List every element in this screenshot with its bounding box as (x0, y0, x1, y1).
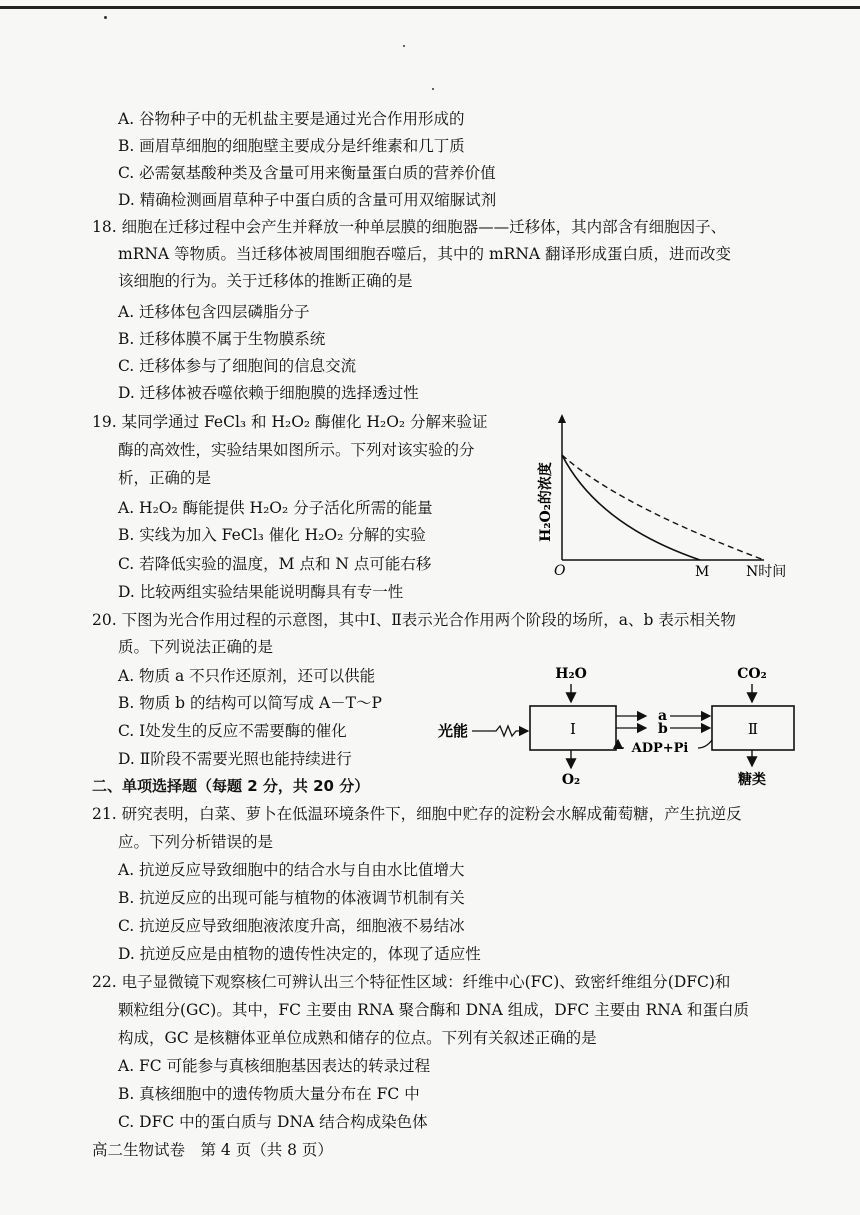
q20-option-c: C. Ⅰ处发生的反应不需要酶的催化 (118, 722, 347, 740)
y-axis-arrow (558, 414, 566, 423)
q22-option-c: C. DFC 中的蛋白质与 DNA 结合构成染色体 (118, 1113, 428, 1131)
sugar-label: 糖类 (738, 772, 766, 788)
q21-option-a: A. 抗逆反应导致细胞中的结合水与自由水比值增大 (118, 861, 465, 879)
q22-option-a: A. FC 可能参与真核细胞基因表达的转录过程 (118, 1057, 431, 1075)
q17-option-d: D. 精确检测画眉草种子中蛋白质的含量可用双缩脲试剂 (118, 191, 497, 209)
speck (104, 16, 107, 19)
q19-stem-line-3: 析，正确的是 (118, 469, 212, 487)
speck (403, 45, 405, 47)
dashed-curve (562, 455, 764, 560)
q21-option-b: B. 抗逆反应的出现可能与植物的体液调节机制有关 (118, 889, 465, 907)
q20-option-a: A. 物质 a 不只作还原剂，还可以供能 (118, 667, 376, 685)
q21-stem-line-1: 21. 研究表明，白菜、萝卜在低温环境条件下，细胞中贮存的淀粉会水解成葡萄糖，产生抗逆反 (92, 805, 742, 823)
q19-stem-line-1: 19. 某同学通过 FeCl₃ 和 H₂O₂ 酶催化 H₂O₂ 分解来验证 (92, 413, 488, 431)
q19-option-c: C. 若降低实验的温度，M 点和 N 点可能右移 (118, 555, 432, 573)
o2-label: O₂ (561, 772, 581, 788)
a-label: a (658, 708, 668, 724)
q18-stem-line-1: 18. 细胞在迁移过程中会产生并释放一种单层膜的细胞器——迁移体，其内部含有细胞因子、 (92, 218, 727, 236)
q20-stem-line-2: 质。下列说法正确的是 (118, 638, 274, 656)
b-label: b (658, 721, 668, 737)
q20-photosynthesis-diagram (430, 660, 810, 790)
q18-option-d: D. 迁移体被吞噬依赖于细胞膜的选择透过性 (118, 384, 419, 402)
q19-option-d: D. 比较两组实验结果能说明酶具有专一性 (118, 583, 404, 601)
stage-2-label: Ⅱ (747, 720, 759, 738)
q17-option-c: C. 必需氨基酸种类及含量可用来衡量蛋白质的营养价值 (118, 164, 496, 182)
light-label: 光能 (438, 722, 469, 740)
q18-option-b: B. 迁移体膜不属于生物膜系统 (118, 330, 326, 348)
q22-stem-line-2: 颗粒组分(GC)。其中，FC 主要由 RNA 聚合酶和 DNA 组成，DFC 主要由 RNA 和蛋白质 (118, 1001, 749, 1019)
y-axis-label: H₂O₂的浓度 (538, 462, 554, 542)
q22-stem-line-3: 构成，GC 是核糖体亚单位成熟和储存的位点。下列有关叙述正确的是 (118, 1029, 597, 1047)
q18-stem-line-2: mRNA 等物质。当迁移体被周围细胞吞噬后，其中的 mRNA 翻译形成蛋白质，进而改变 (118, 245, 732, 263)
q19-option-b: B. 实线为加入 FeCl₃ 催化 H₂O₂ 分解的实验 (118, 526, 426, 544)
adp-return-arrow (618, 740, 624, 748)
q20-stem-line-1: 20. 下图为光合作用过程的示意图，其中Ⅰ、Ⅱ表示光合作用两个阶段的场所，a、b 表示相关物 (92, 611, 736, 629)
section-2-heading: 二、单项选择题（每题 2 分，共 20 分） (92, 777, 370, 795)
co2-label: CO₂ (737, 666, 767, 682)
q18-option-c: C. 迁移体参与了细胞间的信息交流 (118, 357, 357, 375)
q17-option-a: A. 谷物种子中的无机盐主要是通过光合作用形成的 (118, 110, 465, 128)
q20-option-d: D. Ⅱ阶段不需要光照也能持续进行 (118, 750, 352, 768)
q20-option-b: B. 物质 b 的结构可以简写成 A－T～P (118, 694, 382, 712)
top-border-line (0, 6, 860, 9)
q22-option-b: B. 真核细胞中的遗传物质大量分布在 FC 中 (118, 1085, 420, 1103)
q19-stem-line-2: 酶的高效性，实验结果如图所示。下列对该实验的分 (118, 441, 475, 459)
q19-option-a: A. H₂O₂ 酶能提供 H₂O₂ 分子活化所需的能量 (118, 499, 433, 517)
m-point-label: M (695, 564, 710, 580)
n-time-label: N时间 (746, 564, 787, 580)
speck (432, 88, 434, 90)
q18-stem-line-3: 该细胞的行为。关于迁移体的推断正确的是 (118, 272, 413, 290)
stage-1-label: Ⅰ (570, 720, 576, 738)
adp-label: ADP+Pi (631, 741, 689, 756)
adp-return-curve-right (698, 740, 712, 748)
q17-option-b: B. 画眉草细胞的细胞壁主要成分是纤维素和几丁质 (118, 137, 465, 155)
h2o-label: H₂O (555, 666, 587, 682)
q19-concentration-graph (528, 410, 800, 585)
solid-curve (562, 455, 700, 560)
q21-option-c: C. 抗逆反应导致细胞液浓度升高，细胞液不易结冰 (118, 917, 465, 935)
origin-label: O (554, 563, 566, 579)
q21-option-d: D. 抗逆反应是由植物的遗传性决定的，体现了适应性 (118, 945, 481, 963)
q21-stem-line-2: 应。下列分析错误的是 (118, 833, 274, 851)
page-footer: 高二生物试卷 第 4 页（共 8 页） (92, 1141, 333, 1159)
q22-stem-line-1: 22. 电子显微镜下观察核仁可辨认出三个特征性区域：纤维中心(FC)、致密纤维组分(DFC)和 (92, 973, 731, 991)
q18-option-a: A. 迁移体包含四层磷脂分子 (118, 303, 310, 321)
light-arrow (472, 726, 528, 736)
